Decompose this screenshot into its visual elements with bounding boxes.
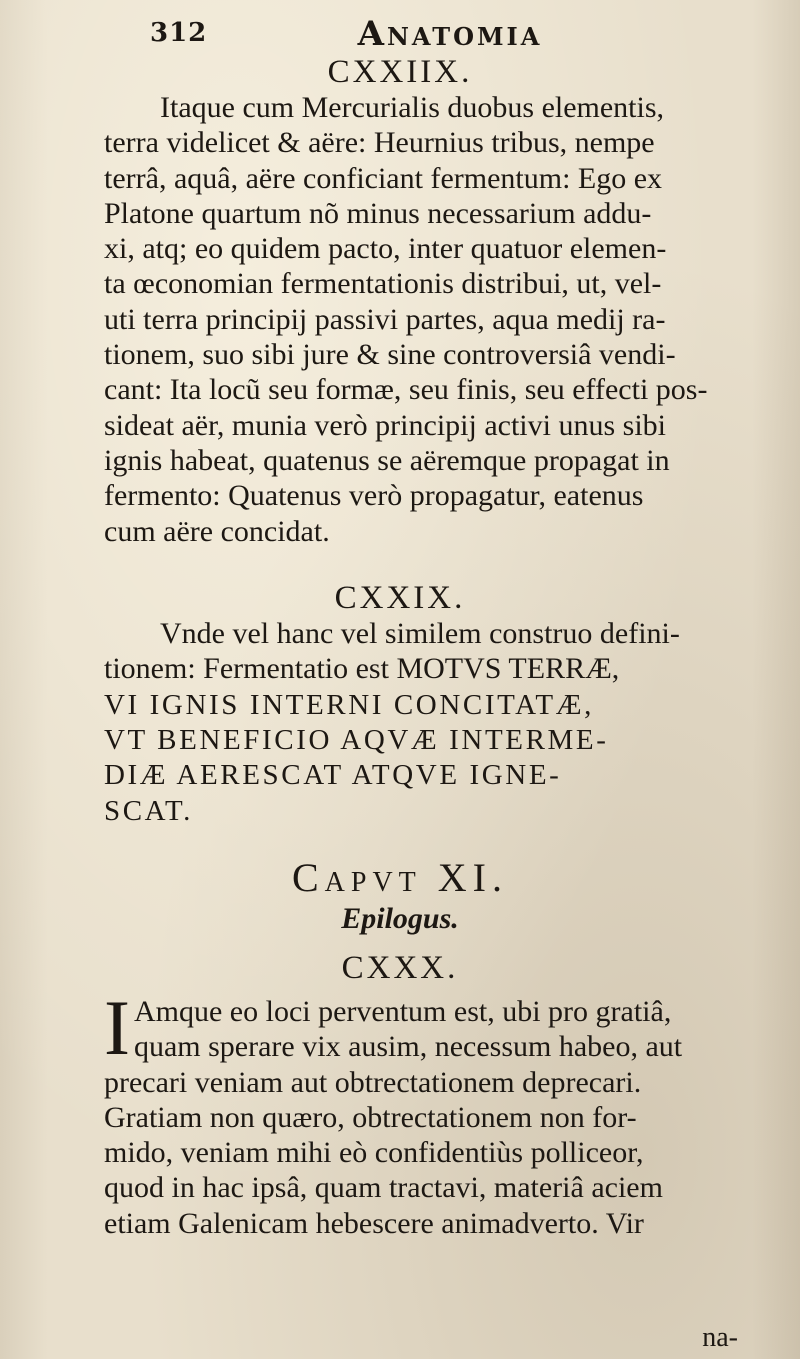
definition-block [104,688,794,829]
text-line: Vnde vel hanc vel similem construo defini- [160,617,680,650]
text-line: quam sperare vix ausim, necessum habeo, aut [133,1030,683,1064]
running-head: Anatomia [357,14,543,54]
paragraph [104,616,794,687]
text-line: tionem, suo sibi jure & sine controversiâ vendi- [104,338,676,372]
text-line: Amque eo loci perventum est, ubi pro gratiâ, [133,995,672,1028]
text-line: terrâ, aquâ, aëre conficiant fermentum: Ego ex [104,161,663,195]
section-number: CXXX. [341,950,459,986]
text-line: tionem: Fermentatio est MOTVS TERRÆ, [104,652,620,686]
text-line: terra videlicet & aëre: Heurnius tribus, nempe [104,126,655,160]
definition-line: DIÆ AERESCAT ATQVE IGNE- [104,759,562,792]
paragraph [104,984,794,1241]
text-line: precari veniam aut obtrectationem deprecari. [104,1065,642,1099]
paragraph [104,90,794,549]
text-line: cum aëre concidat. [104,514,330,548]
drop-initial: I [104,984,130,1071]
catchword: na- [702,1322,738,1353]
text-line: ta œconomian fermentationis distribui, ut, vel- [104,267,662,301]
page-number: 312 [150,18,208,48]
text-line: Itaque cum Mercurialis duobus elementis, [160,91,665,124]
definition-line: VT BENEFICIO AQVÆ INTERME- [104,724,609,757]
chapter-subtitle: Epilogus. [341,902,459,935]
text-line: etiam Galenicam hebescere animadverto. Vir [104,1206,644,1240]
text-line: ignis habeat, quatenus se aëremque propagat in [104,443,670,477]
text-line: fermento: Quatenus verò propagatur, eatenus [104,479,644,513]
text-line: Platone quartum nõ minus necessarium addu- [104,196,652,230]
text-line: Gratiam non quæro, obtrectationem non for- [104,1100,637,1134]
text-line: uti terra principij passivi partes, aqua medij ra- [104,302,666,336]
section-number: CXXIX. [334,580,466,616]
section-number: CXXIIX. [327,54,473,90]
text-line: mido, veniam mihi eò confidentiùs polliceor, [104,1136,644,1170]
text-line: sideat aër, munia verò principij activi unus sibi [104,408,666,442]
definition-line: SCAT. [104,794,194,827]
text-line: xi, atq; eo quidem pacto, inter quatuor elemen- [104,232,667,266]
page-header [150,12,750,56]
text-line: quod in hac ipsâ, quam tractavi, materiâ aciem [104,1171,663,1205]
text-line: cant: Ita locũ seu formæ, seu finis, seu effecti pos- [104,373,708,407]
chapter-heading: Capvt XI. [291,855,508,900]
definition-line: VI IGNIS INTERNI CONCITATÆ, [104,689,594,721]
